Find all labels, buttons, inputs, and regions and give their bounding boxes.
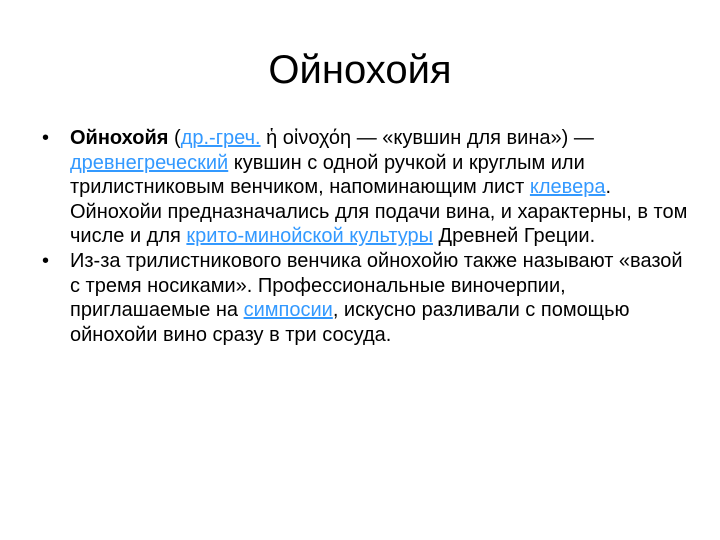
- link-symposium[interactable]: симпосии: [243, 299, 333, 322]
- bullet-item-usage: [40, 249, 690, 347]
- text-segment: Древней Греции.: [432, 225, 596, 248]
- slide-body: [40, 126, 690, 347]
- bullet-marker: •: [42, 127, 50, 149]
- link-minoan-culture[interactable]: крито-минойской культуры: [186, 225, 433, 248]
- text-segment: ἡ οἰνοχόη — «кувшин для вина») —: [260, 127, 594, 149]
- bullet-marker: •: [42, 249, 50, 272]
- link-ancient-greek-lang[interactable]: др.-греч.: [180, 127, 261, 149]
- text-segment: . Ойнохойи предназначались для подачи вина, и характерны, в том числе и для: [70, 176, 688, 248]
- term-oinochoe: Ойнохойя: [70, 127, 169, 149]
- link-ancient-greek[interactable]: древнегреческий: [70, 151, 229, 174]
- text-segment: Из-за трилистникового венчика ойнохойю также называют «вазой с тремя носиками». Профессиональные виночерпии, приглашаемые на: [70, 249, 683, 322]
- link-clover[interactable]: клевера: [529, 176, 606, 199]
- bullet-item-definition: [40, 126, 690, 249]
- slide-title: Ойнохойя: [268, 48, 452, 92]
- text-segment: (: [168, 127, 181, 149]
- text-segment: кувшин с одной ручкой и круглым или трилистниковым венчиком, напоминающим лист: [70, 151, 585, 199]
- text-segment: , искусно разливали с помощью ойнохойи вино сразу в три сосуда.: [70, 299, 630, 346]
